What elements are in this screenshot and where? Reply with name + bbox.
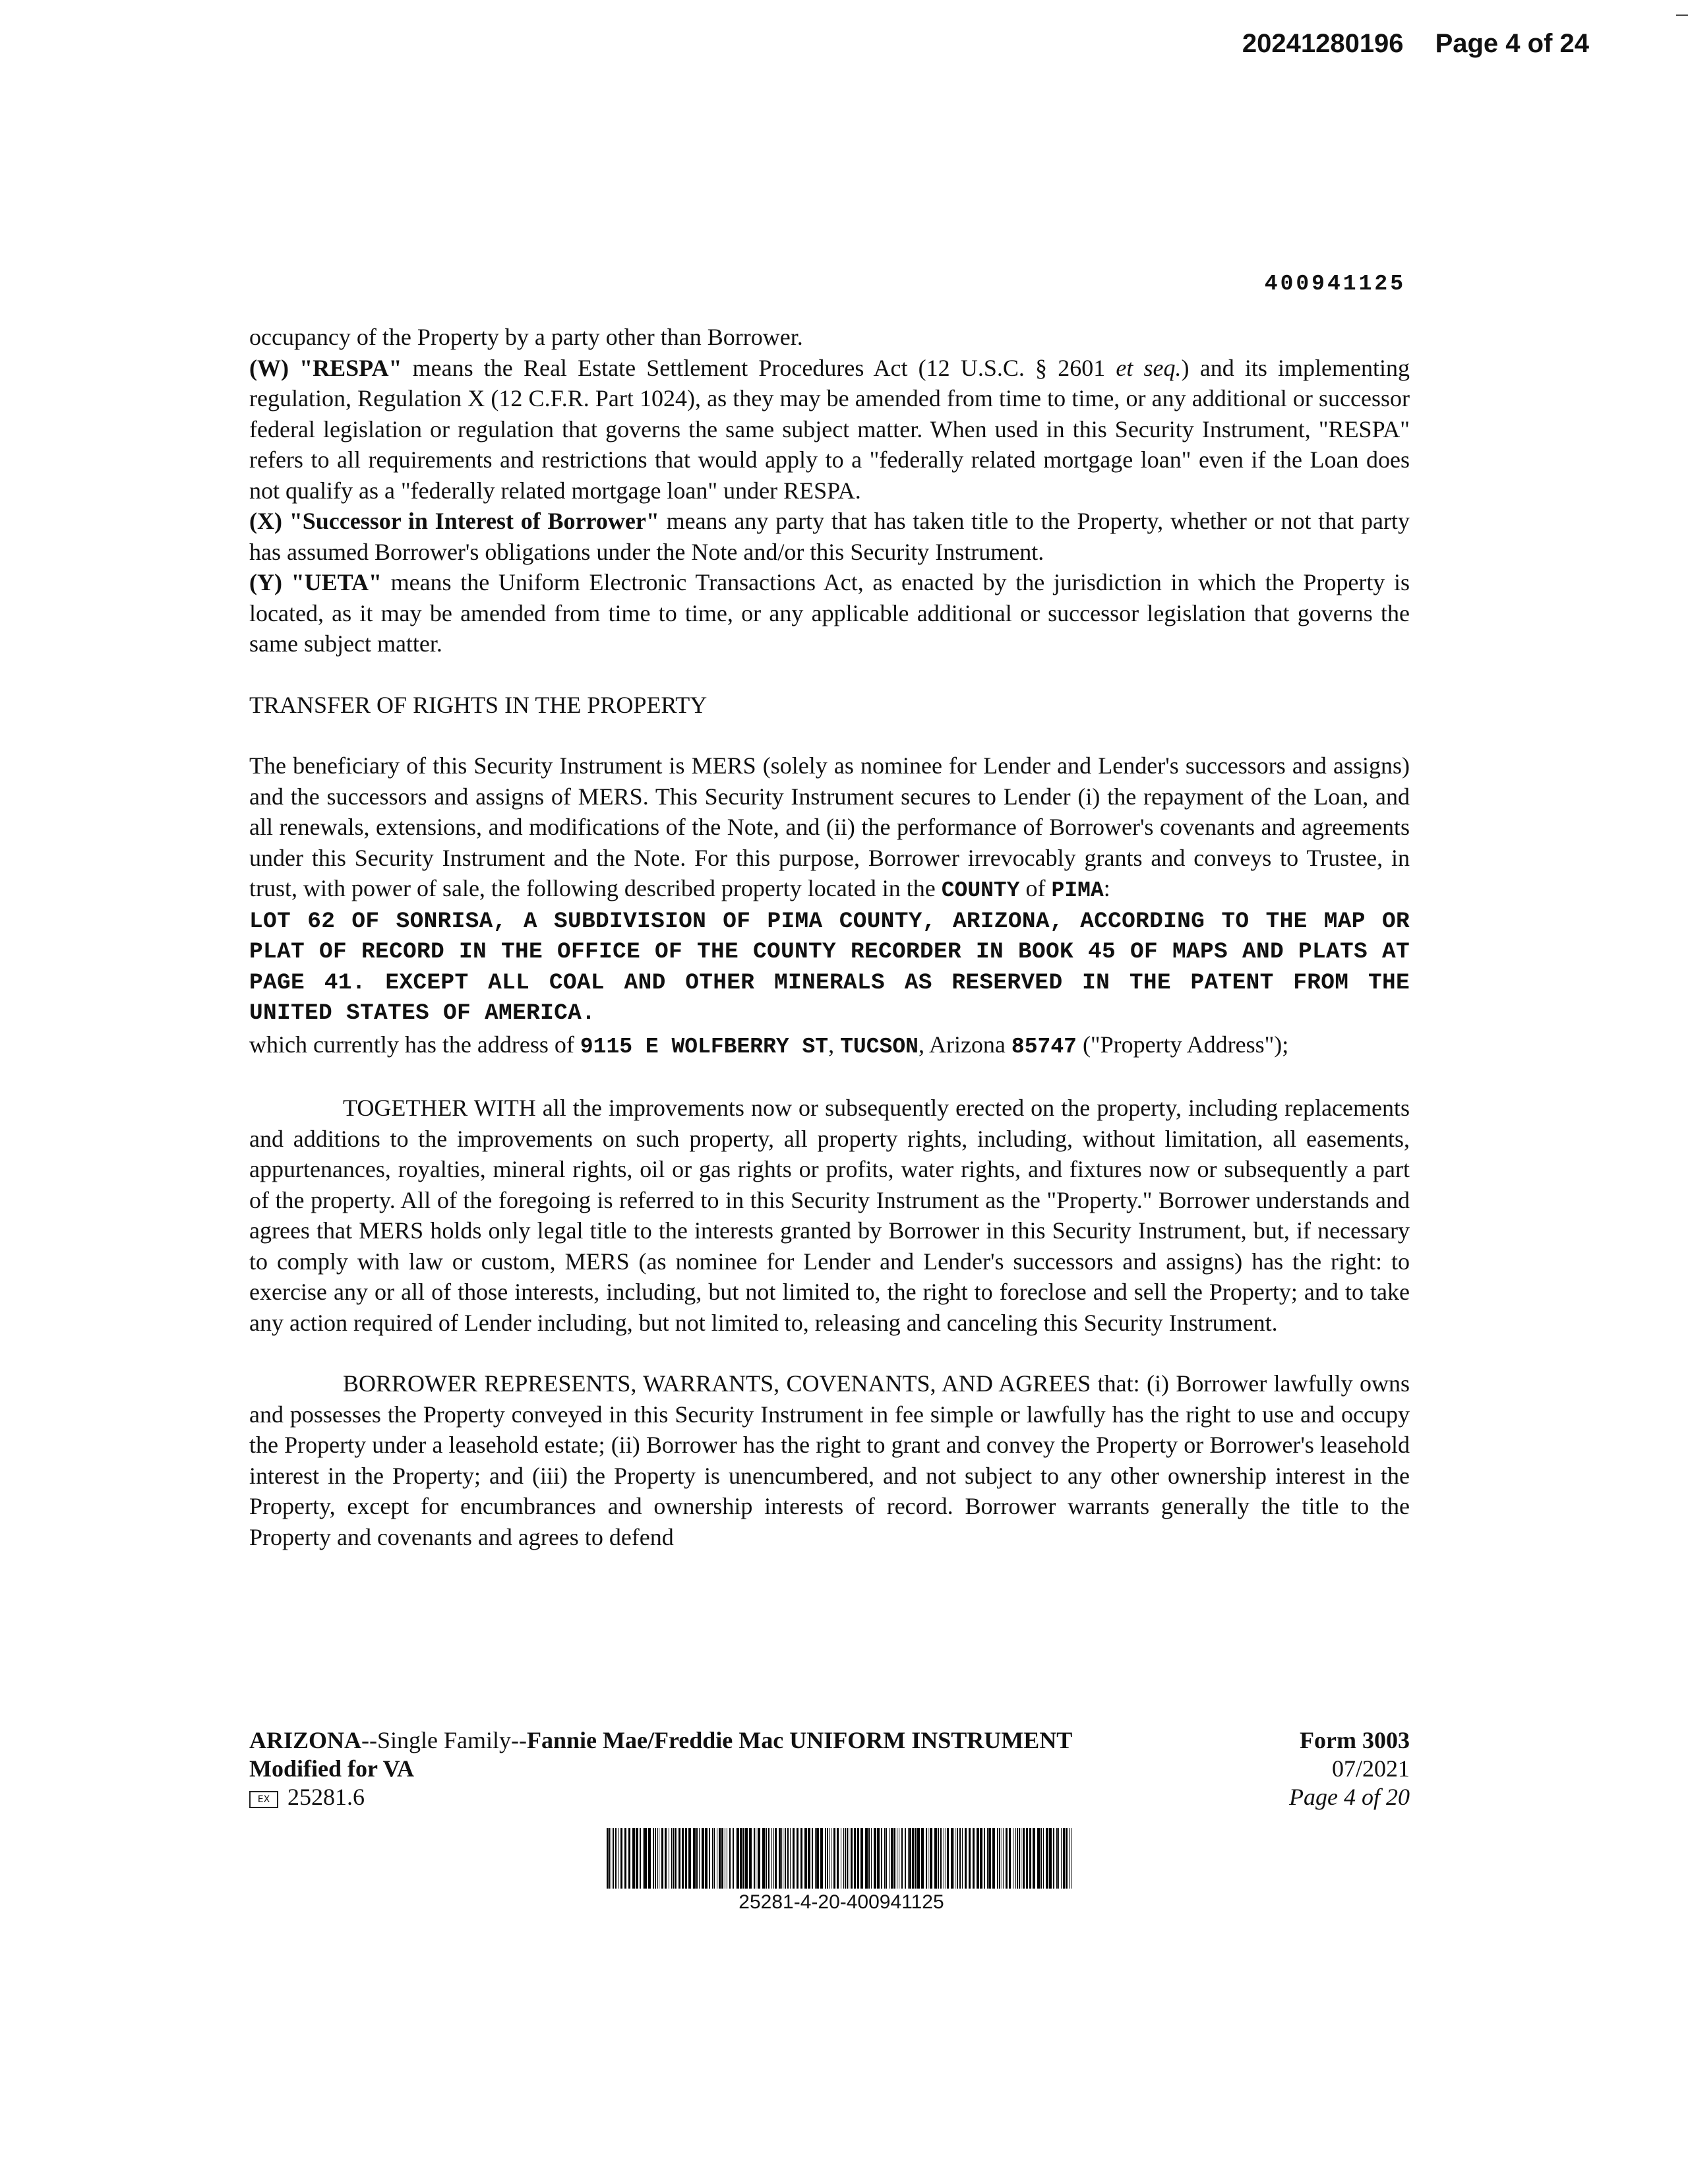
barcode-bar bbox=[640, 1828, 641, 1889]
barcode-bar bbox=[992, 1828, 995, 1889]
recording-page-number: Page 4 of 24 bbox=[1435, 29, 1589, 58]
barcode-text: 25281-4-20-400941125 bbox=[738, 1891, 944, 1913]
barcode-bar bbox=[787, 1828, 789, 1889]
of-word: of bbox=[1019, 875, 1052, 901]
barcode-bar bbox=[620, 1828, 622, 1889]
barcode-bar bbox=[714, 1828, 715, 1889]
barcode-bar bbox=[709, 1828, 710, 1889]
barcode-bar bbox=[636, 1828, 638, 1889]
continuation-paragraph: occupancy of the Property by a party other than Borrower. bbox=[249, 324, 803, 350]
barcode-bar bbox=[997, 1828, 998, 1889]
barcode-bar bbox=[860, 1828, 863, 1889]
barcode-bar bbox=[812, 1828, 813, 1889]
barcode-bar bbox=[815, 1828, 816, 1889]
barcode-bar bbox=[1003, 1828, 1004, 1889]
barcode-bar bbox=[607, 1828, 609, 1889]
barcode-bar bbox=[1056, 1828, 1058, 1889]
barcode-bar bbox=[1053, 1828, 1054, 1889]
barcode-bar bbox=[877, 1828, 880, 1889]
barcode-bar bbox=[984, 1828, 985, 1889]
barcode-bar bbox=[632, 1828, 635, 1889]
together-with-paragraph: TOGETHER WITH all the improvements now or subsequently erected on the property, including replacements and additions to the improvements on such property, all property rights, including, without limitation, all easements, appurtenances, royalties, mineral rights, oil or gas rights or profits, water rights, and fixtures now or subsequently a part of the property. All of the foregoing is referred to in this Security Instrument as the "Property." Borrower understands and agrees that MERS holds only legal title to the interests granted by Borrower in this Security Instrument, but, if necessary to comply with law or custom, MERS (as nominee for Lender and Lender's successors and assigns) has the right: to exercise any or all of those interests, including, but not limited to, the right to foreclose and sell the Property; and to take any action required of Lender including, but not limited to, releasing and canceling this Security Instrument. bbox=[249, 1095, 1410, 1336]
barcode-bar bbox=[655, 1828, 656, 1889]
barcode-bar bbox=[671, 1828, 672, 1889]
barcode-bar bbox=[1019, 1828, 1020, 1889]
barcode-bar bbox=[682, 1828, 684, 1889]
definition-y-label: (Y) "UETA" bbox=[249, 569, 382, 595]
barcode-bar bbox=[800, 1828, 802, 1889]
barcode-bar bbox=[804, 1828, 807, 1889]
barcode-bar bbox=[615, 1828, 617, 1889]
barcode-bar bbox=[624, 1828, 626, 1889]
recording-header bbox=[1242, 29, 1589, 59]
barcode-bar bbox=[833, 1828, 835, 1889]
definition-y bbox=[249, 567, 1410, 659]
barcode-bar bbox=[771, 1828, 772, 1889]
barcode-bar bbox=[1058, 1828, 1059, 1889]
barcode-bar bbox=[912, 1828, 914, 1889]
barcode-bar bbox=[1017, 1828, 1018, 1889]
barcode-bar bbox=[1023, 1828, 1025, 1889]
loan-number: 400941125 bbox=[1264, 272, 1406, 296]
barcode-bar bbox=[1069, 1828, 1070, 1889]
barcode-bar bbox=[845, 1828, 846, 1889]
barcode-bar bbox=[644, 1828, 647, 1889]
barcode-bar bbox=[779, 1828, 781, 1889]
definition-y-text: means the Uniform Electronic Transactions Act, as enacted by the jurisdiction in which the Property is located, as it may be amended from time to time, or any applicable additional or successor legislation that governs the same subject matter. bbox=[249, 569, 1410, 657]
barcode-bar bbox=[847, 1828, 848, 1889]
barcode-bar bbox=[737, 1828, 739, 1889]
footer-form-number: Form 3003 bbox=[1300, 1727, 1410, 1753]
recording-document-number: 20241280196 bbox=[1242, 29, 1404, 58]
barcode-bar bbox=[693, 1828, 696, 1889]
definition-w-italic: et seq. bbox=[1116, 354, 1182, 381]
barcode-bar bbox=[940, 1828, 942, 1889]
barcode-bar bbox=[951, 1828, 953, 1889]
barcode-bar bbox=[696, 1828, 698, 1889]
barcode-bar bbox=[745, 1828, 748, 1889]
barcode-bar bbox=[1029, 1828, 1031, 1889]
barcode-bar bbox=[678, 1828, 680, 1889]
barcode-bar bbox=[988, 1828, 991, 1889]
address-prefix: which currently has the address of bbox=[249, 1031, 580, 1058]
barcode-bar bbox=[1033, 1828, 1035, 1889]
barcode-bar bbox=[886, 1828, 887, 1889]
barcode-bar bbox=[921, 1828, 924, 1889]
transfer-paragraph bbox=[249, 750, 1410, 907]
barcode-bar bbox=[628, 1828, 630, 1889]
barcode-bar bbox=[851, 1828, 853, 1889]
definition-w bbox=[249, 353, 1410, 506]
state: , Arizona bbox=[918, 1031, 1011, 1058]
barcode-bar bbox=[926, 1828, 927, 1889]
barcode-bar bbox=[754, 1828, 755, 1889]
barcode-bar bbox=[959, 1828, 961, 1889]
barcode-bar bbox=[865, 1828, 868, 1889]
barcode-bar bbox=[934, 1828, 937, 1889]
barcode-bar bbox=[1037, 1828, 1040, 1889]
section-heading: TRANSFER OF RIGHTS IN THE PROPERTY bbox=[249, 691, 708, 718]
barcode-bar bbox=[884, 1828, 886, 1889]
barcode-bar bbox=[854, 1828, 856, 1889]
barcode-bar bbox=[909, 1828, 911, 1889]
county-word: COUNTY bbox=[941, 878, 1020, 903]
barcode-bar bbox=[816, 1828, 819, 1889]
barcode-bar bbox=[699, 1828, 700, 1889]
address-suffix: ("Property Address"); bbox=[1076, 1031, 1289, 1058]
barcode-bar bbox=[908, 1828, 909, 1889]
barcode-bar bbox=[973, 1828, 975, 1889]
barcode-bar bbox=[999, 1828, 1000, 1889]
scan-edge-mark bbox=[1676, 15, 1688, 16]
barcode-bar bbox=[947, 1828, 949, 1889]
barcode-bar bbox=[661, 1828, 663, 1889]
barcode-bar bbox=[781, 1828, 782, 1889]
barcode-bar bbox=[768, 1828, 769, 1889]
definition-w-text-2: ) and its implementing regulation, Regulation X (12 C.F.R. Part 1024), as they may be amended from time to time, or any additional or successor federal legislation or regulation that governs the same subject matter. When used in this Security Instrument, "RESPA" refers to all requirements and restrictions that would apply to a "federally related mortgage loan" even if the Loan does not qualify as a "federally related mortgage loan" under RESPA. bbox=[249, 354, 1410, 504]
address-comma: , bbox=[828, 1031, 841, 1058]
barcode-bar bbox=[648, 1828, 651, 1889]
ex-form-icon: EX bbox=[249, 1791, 278, 1808]
barcode bbox=[607, 1828, 1076, 1889]
barcode-bar bbox=[762, 1828, 765, 1889]
barcode-bar bbox=[915, 1828, 917, 1889]
barcode-bar bbox=[775, 1828, 777, 1889]
barcode-bar bbox=[1063, 1828, 1065, 1889]
barcode-bar bbox=[702, 1828, 704, 1889]
legal-description: LOT 62 OF SONRISA, A SUBDIVISION OF PIMA COUNTY, ARIZONA, ACCORDING TO THE MAP OR PLAT OF RECORD IN THE OFFICE OF THE COUNTY RECORDER IN BOOK 45 OF MAPS AND PLATS AT PAGE 41. EXCEPT ALL COAL AND OTHER MINERALS AS RESERVED IN THE PATENT FROM THE UNITED STATES OF AMERICA. bbox=[249, 908, 1410, 1026]
barcode-bar bbox=[740, 1828, 742, 1889]
footer-separator: --Single Family-- bbox=[361, 1727, 527, 1753]
barcode-bar bbox=[930, 1828, 932, 1889]
barcode-bar bbox=[758, 1828, 760, 1889]
barcode-bar bbox=[773, 1828, 774, 1889]
colon: : bbox=[1103, 875, 1110, 901]
barcode-bar bbox=[1015, 1828, 1016, 1889]
barcode-bar bbox=[881, 1828, 882, 1889]
barcode-bar bbox=[1061, 1828, 1062, 1889]
barcode-bar bbox=[673, 1828, 674, 1889]
barcode-bar bbox=[705, 1828, 708, 1889]
barcode-bar bbox=[901, 1828, 903, 1889]
zip-code: 85747 bbox=[1011, 1034, 1077, 1059]
barcode-bar bbox=[843, 1828, 844, 1889]
footer-title-line bbox=[249, 1726, 1072, 1755]
footer-left bbox=[249, 1726, 1072, 1811]
barcode-bar bbox=[1040, 1828, 1042, 1889]
footer-page-number: Page 4 of 20 bbox=[1289, 1784, 1410, 1810]
barcode-bar bbox=[837, 1828, 839, 1889]
barcode-bar bbox=[829, 1828, 830, 1889]
footer-state: ARIZONA bbox=[249, 1727, 362, 1753]
city: TUCSON bbox=[840, 1034, 919, 1059]
barcode-bar bbox=[766, 1828, 767, 1889]
barcode-bar bbox=[1026, 1828, 1028, 1889]
barcode-bar bbox=[1009, 1828, 1011, 1889]
barcode-bar bbox=[685, 1828, 687, 1889]
definition-x-text: means any party that has taken title to the Property, whether or not that party has assumed Borrower's obligations under the Note and/or this Security Instrument. bbox=[249, 508, 1410, 565]
barcode-bar bbox=[643, 1828, 644, 1889]
barcode-bar bbox=[808, 1828, 810, 1889]
barcode-bar bbox=[891, 1828, 893, 1889]
barcode-bar bbox=[797, 1828, 799, 1889]
barcode-bar bbox=[653, 1828, 654, 1889]
footer-form-date: 07/2021 bbox=[1331, 1755, 1410, 1782]
county-name: PIMA bbox=[1051, 878, 1104, 903]
street-address: 9115 E WOLFBERRY ST bbox=[580, 1034, 829, 1059]
barcode-bar bbox=[793, 1828, 795, 1889]
footer-form-code: 25281.6 bbox=[287, 1784, 365, 1810]
barcode-bar bbox=[729, 1828, 731, 1889]
barcode-bar bbox=[938, 1828, 939, 1889]
definition-x bbox=[249, 506, 1410, 567]
barcode-bar bbox=[665, 1828, 667, 1889]
barcode-bar bbox=[1043, 1828, 1044, 1889]
barcode-bar bbox=[1046, 1828, 1048, 1889]
borrower-represents-paragraph: BORROWER REPRESENTS, WARRANTS, COVENANTS, AND AGREES that: (i) Borrower lawfully owns and possesses the Property conveyed in this Security Instrument in fee simple or lawfully has the right to use and occupy the Property under a leasehold estate; (ii) Borrower has the right to grant and convey the Property or Borrower's leasehold interest in the Property; and (iii) the Property is unencumbered, and not subject to any other ownership interest in the Property, except for encumbrances and ownership interests of record. Borrower warrants generally the title to the Property and covenants and agrees to defend bbox=[249, 1370, 1410, 1550]
barcode-bar bbox=[733, 1828, 734, 1889]
document-body bbox=[249, 322, 1410, 1552]
barcode-bar bbox=[871, 1828, 872, 1889]
barcode-bar bbox=[905, 1828, 906, 1889]
property-address-line bbox=[249, 1029, 1410, 1063]
barcode-bar bbox=[721, 1828, 723, 1889]
definition-x-label: (X) "Successor in Interest of Borrower" bbox=[249, 508, 659, 534]
barcode-bar bbox=[657, 1828, 658, 1889]
barcode-bar bbox=[825, 1828, 826, 1889]
barcode-bar bbox=[675, 1828, 676, 1889]
barcode-bar bbox=[868, 1828, 870, 1889]
footer-modified: Modified for VA bbox=[249, 1755, 415, 1782]
barcode-bar bbox=[857, 1828, 859, 1889]
barcode-bar bbox=[987, 1828, 988, 1889]
footer-right bbox=[1289, 1726, 1410, 1811]
barcode-bar bbox=[917, 1828, 920, 1889]
definition-w-text-1: means the Real Estate Settlement Procedures Act (12 U.S.C. § 2601 bbox=[402, 354, 1116, 381]
barcode-bar bbox=[969, 1828, 971, 1889]
barcode-bar bbox=[893, 1828, 895, 1889]
page-footer bbox=[249, 1726, 1410, 1811]
barcode-bar bbox=[749, 1828, 752, 1889]
barcode-bar bbox=[1049, 1828, 1052, 1889]
transfer-text: The beneficiary of this Security Instrument is MERS (solely as nominee for Lender and Lender's successors and assigns) and the successors and assigns of MERS. This Security Instrument secures to Lender (i) the repayment of the Loan, and all renewals, extensions, and modifications of the Note, and (ii) the performance of Borrower's covenants and agreements under this Security Instrument and the Note. For this purpose, Borrower irrevocably grants and conveys to Trustee, in trust, with power of sale, the following described property located in the bbox=[249, 752, 1410, 901]
barcode-bar bbox=[609, 1828, 610, 1889]
barcode-bar bbox=[719, 1828, 721, 1889]
barcode-bar bbox=[736, 1828, 737, 1889]
barcode-bar bbox=[874, 1828, 876, 1889]
barcode-bar bbox=[613, 1828, 614, 1889]
barcode-bar bbox=[712, 1828, 713, 1889]
barcode-bar bbox=[953, 1828, 954, 1889]
definition-w-label: (W) "RESPA" bbox=[249, 354, 402, 381]
barcode-bar bbox=[1006, 1828, 1008, 1889]
barcode-bar bbox=[977, 1828, 979, 1889]
barcode-bar bbox=[820, 1828, 823, 1889]
barcode-bar bbox=[742, 1828, 744, 1889]
barcode-bar bbox=[827, 1828, 828, 1889]
barcode-bar bbox=[957, 1828, 958, 1889]
barcode-bar bbox=[962, 1828, 963, 1889]
barcode-bar bbox=[980, 1828, 982, 1889]
barcode-bar bbox=[965, 1828, 967, 1889]
footer-uniform: Fannie Mae/Freddie Mac UNIFORM INSTRUMENT bbox=[526, 1727, 1073, 1753]
barcode-bar bbox=[785, 1828, 786, 1889]
barcode-bar bbox=[790, 1828, 791, 1889]
barcode-bar bbox=[1066, 1828, 1068, 1889]
barcode-bar bbox=[688, 1828, 691, 1889]
